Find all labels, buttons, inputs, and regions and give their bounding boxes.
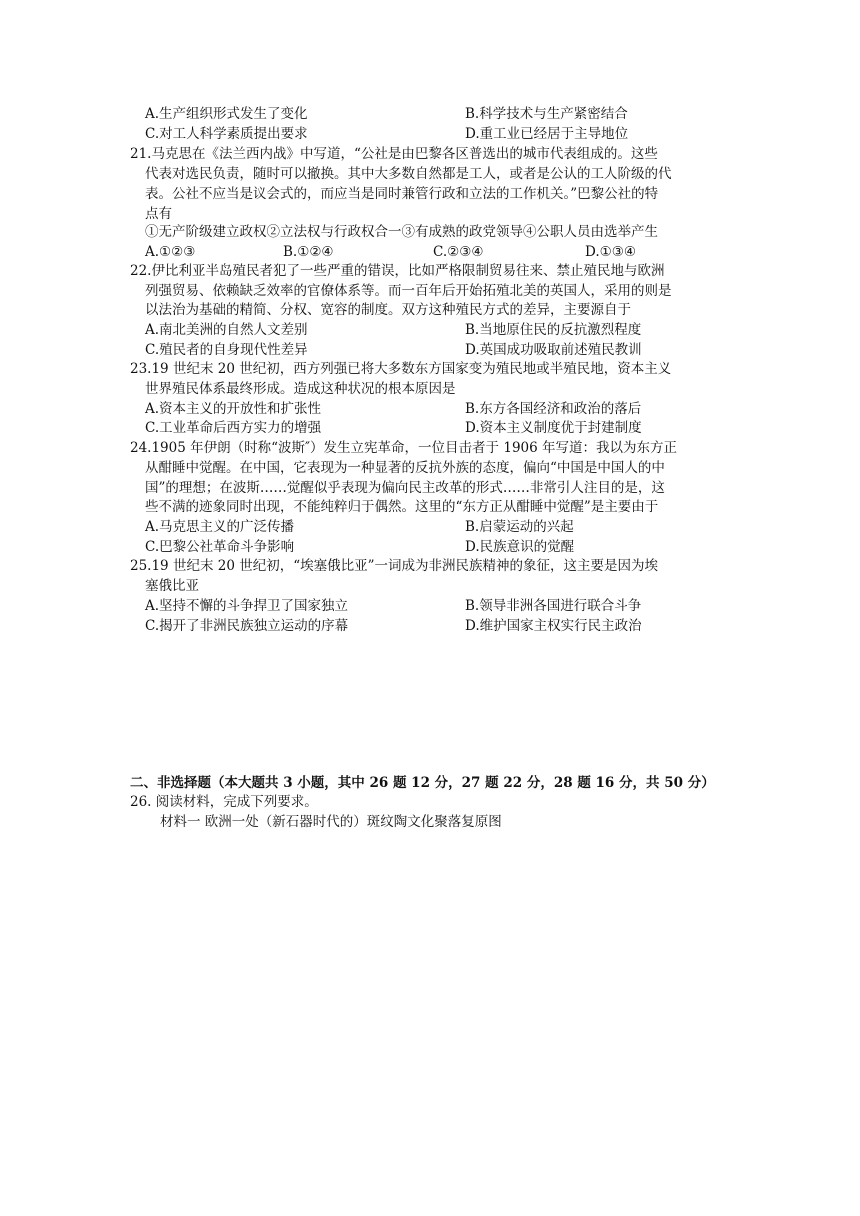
q25-option-a: A.坚持不懈的斗争捍卫了国家独立 xyxy=(145,598,349,614)
q25-stem-line-2: 塞俄比亚 xyxy=(145,578,199,594)
q22-option-b: B.当地原住民的反抗激烈程度 xyxy=(465,322,642,338)
q24-option-c: C.巴黎公社革命斗争影响 xyxy=(145,539,295,555)
q21-stem-line-1: 21.马克思在《法兰西内战》中写道，“公社是由巴黎各区普选出的城市代表组成的。这些 xyxy=(130,146,658,162)
q25-option-b: B.领导非洲各国进行联合斗争 xyxy=(465,598,642,614)
q24-option-a: A.马克思主义的广泛传播 xyxy=(145,519,295,535)
q22-option-a: A.南北美洲的自然人文差别 xyxy=(145,322,308,338)
q23-option-d: D.资本主义制度优于封建制度 xyxy=(465,420,642,436)
q20-option-d: D.重工业已经居于主导地位 xyxy=(465,126,629,142)
q24-option-b: B.启蒙运动的兴起 xyxy=(465,519,574,535)
q24-stem-line-2: 从酣睡中觉醒。在中国，它表现为一种显著的反抗外族的态度，偏向“中国是中国人的中 xyxy=(145,460,665,476)
q22-option-d: D.英国成功吸取前述殖民教训 xyxy=(465,342,642,358)
q22-option-c: C.殖民者的自身现代性差异 xyxy=(145,342,308,358)
q21-option-d: D.①③④ xyxy=(585,244,636,260)
q23-stem-line-1: 23.19 世纪末 20 世纪初，西方列强已将大多数东方国家变为殖民地或半殖民地，资本主义 xyxy=(130,361,672,377)
q23-option-b: B.东方各国经济和政治的落后 xyxy=(465,401,642,417)
q21-stem-line-4: 点有 xyxy=(145,206,172,222)
q22-stem-line-2: 列强贸易、依赖缺乏效率的官僚体系等。而一百年后开始拓殖北美的英国人，采用的则是 xyxy=(145,283,672,299)
q24-stem-line-4: 些不满的迹象同时出现，不能纯粹归于偶然。这里的“东方正从酣睡中觉醒”是主要由于 xyxy=(145,499,659,515)
q24-stem-line-1: 24.1905 年伊朗（时称“波斯″）发生立宪革命，一位目击者于 1906 年写道：我以为东方正 xyxy=(130,440,677,456)
q21-stem-line-2: 代表对选民负责，随时可以撤换。其中大多数自然都是工人，或者是公认的工人阶级的代 xyxy=(145,166,672,182)
q23-stem-line-2: 世界殖民体系最终形成。造成这种状况的根本原因是 xyxy=(145,381,456,397)
q21-option-c: C.②③④ xyxy=(433,244,484,260)
q26-intro: 26. 阅读材料，完成下列要求。 xyxy=(130,794,318,810)
q25-option-d: D.维护国家主权实行民主政治 xyxy=(465,618,642,634)
q21-option-b: B.①②④ xyxy=(283,244,334,260)
q20-option-b: B.科学技术与生产紧密结合 xyxy=(465,106,628,122)
q21-statements: ①无产阶级建立政权②立法权与行政权合一③有成熟的政党领导④公职人员由选举产生 xyxy=(145,224,658,240)
section-2-heading: 二、非选择题（本大题共 3 小题，其中 26 题 12 分，27 题 22 分，28 题 16 分，共 50 分） xyxy=(130,775,715,791)
q20-option-c: C.对工人科学素质提出要求 xyxy=(145,126,308,142)
q22-stem-line-3: 以法治为基础的精简、分权、宽容的制度。双方这种殖民方式的差异，主要源自于 xyxy=(145,302,631,318)
q24-stem-line-3: 国”的理想；在波斯……觉醒似乎表现为偏向民主改革的形式……非常引人注目的是，这 xyxy=(145,480,665,496)
q21-stem-line-3: 表。公社不应当是议会式的，而应当是同时兼管行政和立法的工作机关。”巴黎公社的特 xyxy=(145,186,659,202)
q23-option-c: C.工业革命后西方实力的增强 xyxy=(145,420,322,436)
q22-stem-line-1: 22.伊比利亚半岛殖民者犯了一些严重的错误，比如严格限制贸易往来、禁止殖民地与欧洲 xyxy=(130,263,665,279)
q21-option-a: A.①②③ xyxy=(145,244,196,260)
q23-option-a: A.资本主义的开放性和扩张性 xyxy=(145,401,322,417)
q25-stem-line-1: 25.19 世纪末 20 世纪初，“埃塞俄比亚”一词成为非洲民族精神的象征，这主要是因为埃 xyxy=(130,558,659,574)
material-1-caption: 材料一 欧洲一处（新石器时代的）斑纹陶文化聚落复原图 xyxy=(160,814,502,830)
q24-option-d: D.民族意识的觉醒 xyxy=(465,539,575,555)
q25-option-c: C.揭开了非洲民族独立运动的序幕 xyxy=(145,618,349,634)
q20-option-a: A.生产组织形式发生了变化 xyxy=(145,106,308,122)
